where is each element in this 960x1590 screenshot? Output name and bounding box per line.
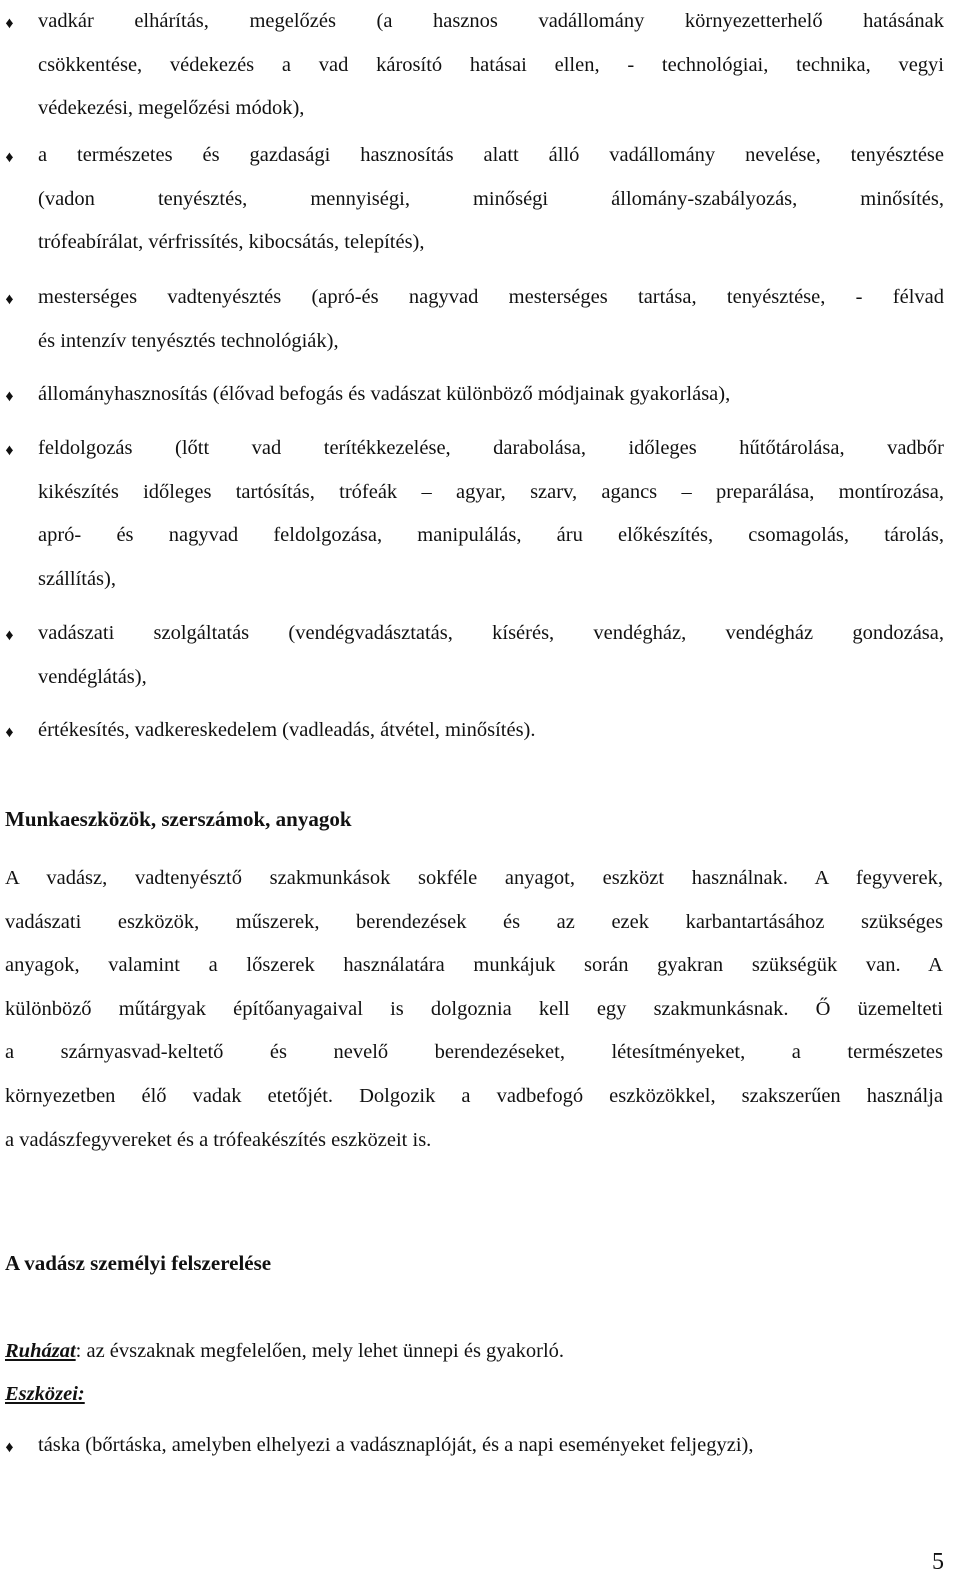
text-line: vendéglátás), <box>38 665 147 688</box>
diamond-bullet-icon: ♦ <box>5 627 14 644</box>
text-line: vadászati szolgáltatás (vendégvadásztatás, kísérés, vendégház, vendégház gondozása, <box>38 622 944 644</box>
text-line: és intenzív tenyésztés technológiák), <box>38 329 339 352</box>
list-item-text <box>38 612 944 699</box>
text-line: szállítás), <box>38 567 116 590</box>
list-item-text <box>38 1424 944 1468</box>
text-line: a természetes és gazdasági hasznosítás alatt álló vadállomány nevelése, tenyésztése <box>38 144 944 166</box>
text-line: A vadász, vadtenyésztő szakmunkások sokféle anyagot, eszközt használnak. A fegyverek, <box>5 867 943 889</box>
text-line: vadászati eszközök, műszerek, berendezések és az ezek karbantartásához szükséges <box>5 910 943 933</box>
page-number: 5 <box>932 1549 944 1575</box>
text-line: anyagok, valamint a lőszerek használatára munkájuk során gyakran szükségük van. A <box>5 954 943 977</box>
section-paragraph <box>5 857 943 1162</box>
diamond-bullet-icon: ♦ <box>5 149 14 166</box>
text-line: kikészítés időleges tartósítás, trófeák – agyar, szarv, agancs – preparálása, montírozása, <box>38 480 944 503</box>
text-line: (vadon tenyésztés, mennyiségi, minőségi állomány-szabályozás, minősítés, <box>38 187 944 210</box>
text-line: mesterséges vadtenyésztés (apró-és nagyvad mesterséges tartása, tenyésztése, - félvad <box>38 286 944 308</box>
diamond-bullet-icon: ♦ <box>5 15 14 32</box>
diamond-bullet-icon: ♦ <box>5 442 14 459</box>
clothing-label: Ruházat <box>5 1340 76 1362</box>
text-line: védekezési, megelőzési módok), <box>38 97 305 119</box>
text-line: környezetben élő vadak etetőjét. Dolgozik a vadbefogó eszközökkel, szakszerűen használja <box>5 1084 943 1107</box>
clothing-line <box>5 1338 564 1364</box>
section-heading: A vadász személyi felszerelése <box>5 1251 272 1275</box>
list-item-text <box>38 709 944 753</box>
text-line: feldolgozás (lőtt vad terítékkezelése, darabolása, időleges hűtőtárolása, vadbőr <box>38 437 944 459</box>
diamond-bullet-icon: ♦ <box>5 1439 14 1456</box>
diamond-bullet-icon: ♦ <box>5 388 14 405</box>
list-item-text <box>38 134 944 265</box>
text-line: táska (bőrtáska, amelyben elhelyezi a vadásznaplóját, és a napi eseményeket feljegyzi), <box>38 1434 754 1456</box>
text-line: a szárnyasvad-keltető és nevelő berendezéseket, létesítményeket, a természetes <box>5 1041 943 1064</box>
text-line: csökkentése, védekezés a vad károsító hatásai ellen, - technológiai, technika, vegyi <box>38 53 944 76</box>
clothing-text: : az évszaknak megfelelően, mely lehet ünnepi és gyakorló. <box>75 1340 565 1362</box>
list-item-text <box>38 0 944 131</box>
text-line: különböző műtárgyak építőanyagaival is dolgoznia kell egy szakmunkásnak. Ő üzemelteti <box>5 997 943 1020</box>
text-line: értékesítés, vadkereskedelem (vadleadás, átvétel, minősítés). <box>38 719 536 741</box>
text-line: állományhasznosítás (élővad befogás és vadászat különböző módjainak gyakorlása), <box>38 383 731 405</box>
list-item-text <box>38 373 944 417</box>
text-line: apró- és nagyvad feldolgozása, manipulálás, áru előkészítés, csomagolás, tárolás, <box>38 524 944 546</box>
list-item-text <box>38 276 944 363</box>
list-item-text <box>38 427 944 601</box>
text-line: vadkár elhárítás, megelőzés (a hasznos vadállomány környezetterhelő hatásának <box>38 10 944 32</box>
text-line: trófeabírálat, vérfrissítés, kibocsátás, telepítés), <box>38 231 425 253</box>
text-line: a vadászfegyvereket és a trófeakészítés eszközeit is. <box>5 1128 432 1151</box>
tools-label: Eszközei: <box>5 1383 85 1405</box>
section-heading: Munkaeszközök, szerszámok, anyagok <box>5 807 352 831</box>
diamond-bullet-icon: ♦ <box>5 291 14 308</box>
diamond-bullet-icon: ♦ <box>5 724 14 741</box>
tools-line <box>5 1381 85 1407</box>
